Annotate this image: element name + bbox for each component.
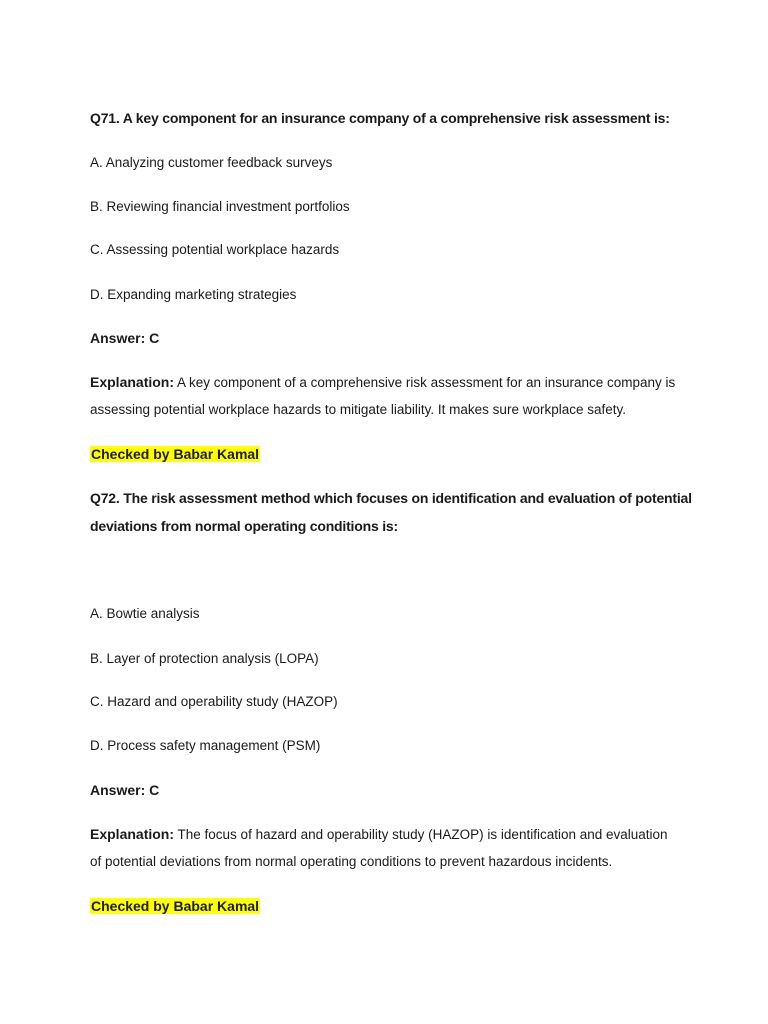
question-71-option-c: C. Assessing potential workplace hazards (90, 242, 340, 257)
question-71-checked-by (90, 445, 260, 464)
explanation-label: Explanation: (90, 374, 175, 390)
question-72-option-b: B. Layer of protection analysis (LOPA) (90, 651, 319, 666)
question-71-option-a: A. Analyzing customer feedback surveys (90, 155, 333, 170)
question-72-explanation (90, 825, 668, 844)
question-71-option-d: D. Expanding marketing strategies (90, 287, 297, 302)
question-71-answer: Answer: C (90, 330, 160, 346)
checked-by-highlight: Checked by Babar Kamal (91, 898, 260, 914)
question-72-option-c: C. Hazard and operability study (HAZOP) (90, 694, 338, 709)
explanation-label: Explanation: (90, 826, 175, 842)
question-72-checked-by (90, 897, 260, 916)
checked-by-highlight: Checked by Babar Kamal (91, 446, 260, 462)
question-71-option-b: B. Reviewing financial investment portfolios (90, 199, 350, 214)
question-72-option-d: D. Process safety management (PSM) (90, 738, 321, 753)
question-71-explanation-line2: assessing potential workplace hazards to mitigate liability. It makes sure workplace safety. (90, 402, 626, 417)
question-72-explanation-line2: of potential deviations from normal operating conditions to prevent hazardous incidents. (90, 854, 613, 869)
question-71-text: Q71. A key component for an insurance company of a comprehensive risk assessment is: (90, 110, 670, 126)
question-71-explanation (90, 373, 675, 392)
question-72-text: Q72. The risk assessment method which focuses on identification and evaluation of potential (90, 490, 692, 506)
question-72-answer: Answer: C (90, 782, 160, 798)
explanation-text: The focus of hazard and operability study (HAZOP) is identification and evaluation (177, 827, 668, 842)
explanation-text: A key component of a comprehensive risk assessment for an insurance company is (177, 375, 676, 390)
question-72-text-line2: deviations from normal operating conditions is: (90, 518, 398, 534)
question-72-option-a: A. Bowtie analysis (90, 606, 200, 621)
